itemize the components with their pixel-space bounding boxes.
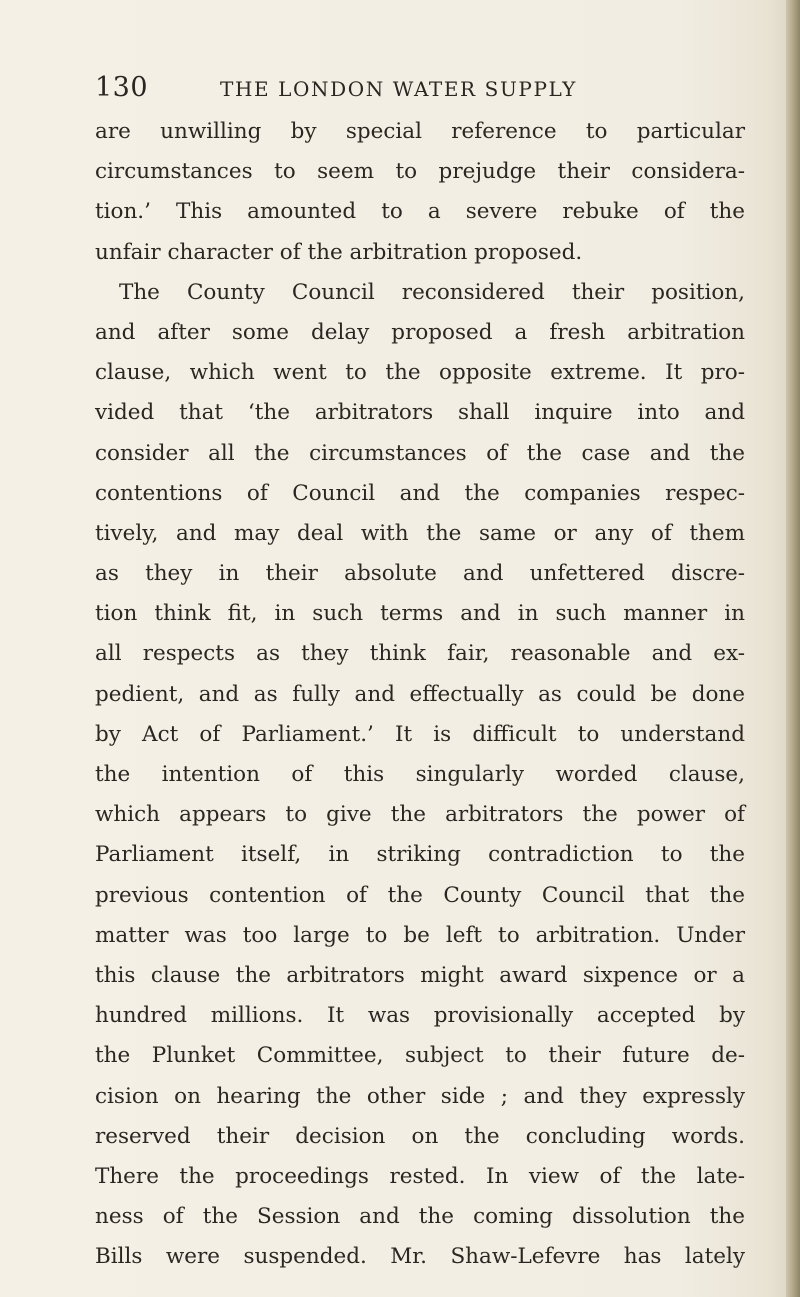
text-line: as they in their absolute and unfettered discre-	[95, 561, 745, 587]
text-line: previous contention of the County Council that the	[95, 882, 745, 908]
body-text	[95, 112, 745, 1277]
text-line: tion.’ This amounted to a severe rebuke of the	[95, 199, 745, 225]
text-line: tively, and may deal with the same or any of them	[95, 520, 745, 546]
text-line: all respects as they think fair, reasonable and ex-	[95, 641, 745, 667]
running-title: THE LONDON WATER SUPPLY	[220, 77, 577, 101]
text-line: reserved their decision on the concluding words.	[95, 1123, 745, 1149]
text-line: by Act of Parliament.’ It is difficult to understand	[95, 721, 745, 747]
text-line: ness of the Session and the coming dissolution the	[95, 1204, 745, 1230]
text-line: the Plunket Committee, subject to their future de-	[95, 1043, 745, 1069]
text-line: clause, which went to the opposite extreme. It pro-	[95, 360, 745, 386]
text-line: are unwilling by special reference to particular	[95, 119, 745, 144]
text-line: this clause the arbitrators might award sixpence or a	[95, 962, 745, 988]
text-line: contentions of Council and the companies respec-	[95, 480, 745, 506]
text-line: consider all the circumstances of the case and the	[95, 440, 745, 466]
text-line: pedient, and as fully and effectually as could be done	[95, 681, 745, 707]
text-line: vided that ‘the arbitrators shall inquire into and	[95, 400, 745, 426]
page-number: 130	[95, 72, 149, 103]
text-line: hundred millions. It was provisionally accepted by	[95, 1003, 745, 1029]
text-line: The County Council reconsidered their position,	[119, 279, 745, 305]
text-line: which appears to give the arbitrators the power of	[95, 802, 745, 828]
page-edge	[786, 0, 800, 1297]
page-header	[95, 72, 735, 106]
text-line: circumstances to seem to prejudge their considera-	[95, 159, 745, 185]
text-line: unfair character of the arbitration proposed.	[95, 239, 583, 265]
text-line: Parliament itself, in striking contradiction to the	[95, 842, 745, 868]
text-line: There the proceedings rested. In view of the late-	[95, 1163, 745, 1189]
text-line: Bills were suspended. Mr. Shaw-Lefevre has lately	[95, 1244, 745, 1270]
text-line: and after some delay proposed a fresh arbitration	[95, 319, 745, 345]
text-line: the intention of this singularly worded clause,	[95, 762, 745, 787]
text-line: matter was too large to be left to arbitration. Under	[95, 922, 745, 948]
text-line: tion think fit, in such terms and in such manner in	[95, 601, 745, 627]
text-line: cision on hearing the other side ; and they expressly	[95, 1083, 745, 1109]
